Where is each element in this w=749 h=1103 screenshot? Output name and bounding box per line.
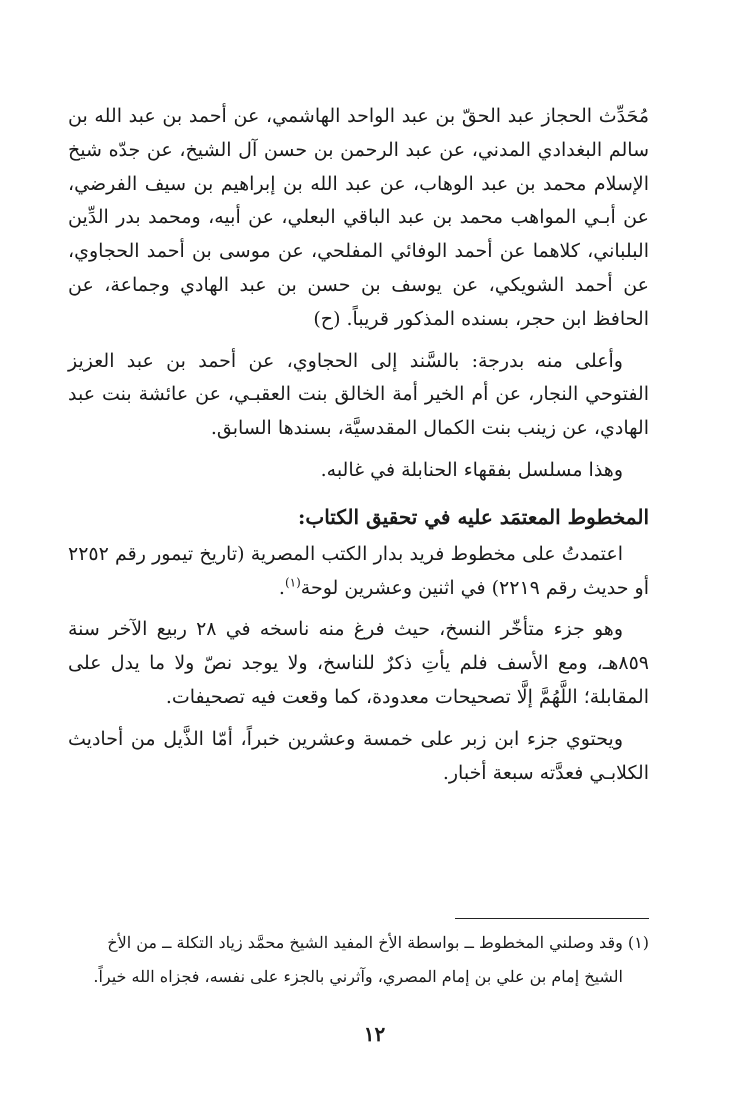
copy-date-paragraph: وهو جزء متأخّر النسخ، حيث فرغ منه ناسخه في ٢٨ ربيع الآخر سنة ٨٥٩هـ، ومع الأسف فلم يأتِ ذكرٌ للناسخ، ولا يوجد نصّ ولا ما يدل على المقابلة؛ اللَّهُمَّ إلَّا تصحيحات معدودة، كما وقعت فيه تصحيفات.	[68, 618, 649, 708]
footnote-text-1: وقد وصلني المخطوط ــ بواسطة الأخ المفيد الشيخ محمَّد زياد التكلة ــ من الأخ	[107, 933, 623, 952]
manuscript-end: .	[278, 576, 285, 599]
isnad-paragraph: مُحَدِّث الحجاز عبد الحقّ بن عبد الواحد الهاشمي، عن أحمد بن عبد الله بن سالم البغدادي المدني، عن عبد الرحمن بن حسن آل الشيخ، عن جدّه شيخ الإسلام محمد بن عبد الوهاب، عن عبد الله بن إبراهيم بن سيف الفرضي، عن أبـي المواهب محمد بن عبد الباقي البعلي، عن أبيه، ومحمد بدر الدِّين البلباني، كلاهما عن أحمد الوفائي المفلحي، عن موسى بن أحمد الحجاوي، عن أحمد الشويكي، عن يوسف بن حسن بن عبد الهادي وجماعة، عن الحافظ ابن حجر، بسنده المذكور قريباً. (ح)	[68, 105, 649, 330]
page-number: ١٢	[363, 1022, 386, 1046]
higher-isnad-paragraph: وأعلى منه بدرجة: بالسَّند إلى الحجاوي، عن أحمد بن عبد العزيز الفتوحي النجار، عن أم الخير أمة الخالق بنت العقبـي، عن عائشة بنت عبد الهادي، عن زينب بنت الكمال المقدسيَّة، بسندها السابق.	[68, 349, 649, 440]
footnote-reference[interactable]: (١)	[284, 575, 301, 590]
footnote-marker: (١)	[627, 933, 649, 952]
footnote	[68, 926, 649, 994]
page-body	[68, 100, 649, 1063]
hanbali-chain-note: وهذا مسلسل بفقهاء الحنابلة في غالبه.	[320, 458, 623, 481]
section-heading: المخطوط المعتمَد عليه في تحقيق الكتاب:	[297, 504, 649, 529]
contents-paragraph: ويحتوي جزء ابن زبر على خمسة وعشرين خبراً، أمّا الذَّيل من أحاديث الكلابـي فعدَّته سبعة أخبار.	[68, 727, 649, 784]
footnote-line-2: الشيخ إمام بن علي بن إمام المصري، وآثرني بالجزء على نفسه، فجزاه الله خيراً.	[93, 967, 623, 986]
footnote-separator	[455, 918, 649, 919]
footnote-line-1	[68, 926, 649, 960]
manuscript-paragraph	[68, 538, 649, 606]
manuscript-text: اعتمدتُ على مخطوط فريد بدار الكتب المصرية (تاريخ تيمور رقم ٢٢٥٢ أو حديث رقم ٢٢١٩) في اثنين وعشرين لوحة	[68, 542, 649, 599]
